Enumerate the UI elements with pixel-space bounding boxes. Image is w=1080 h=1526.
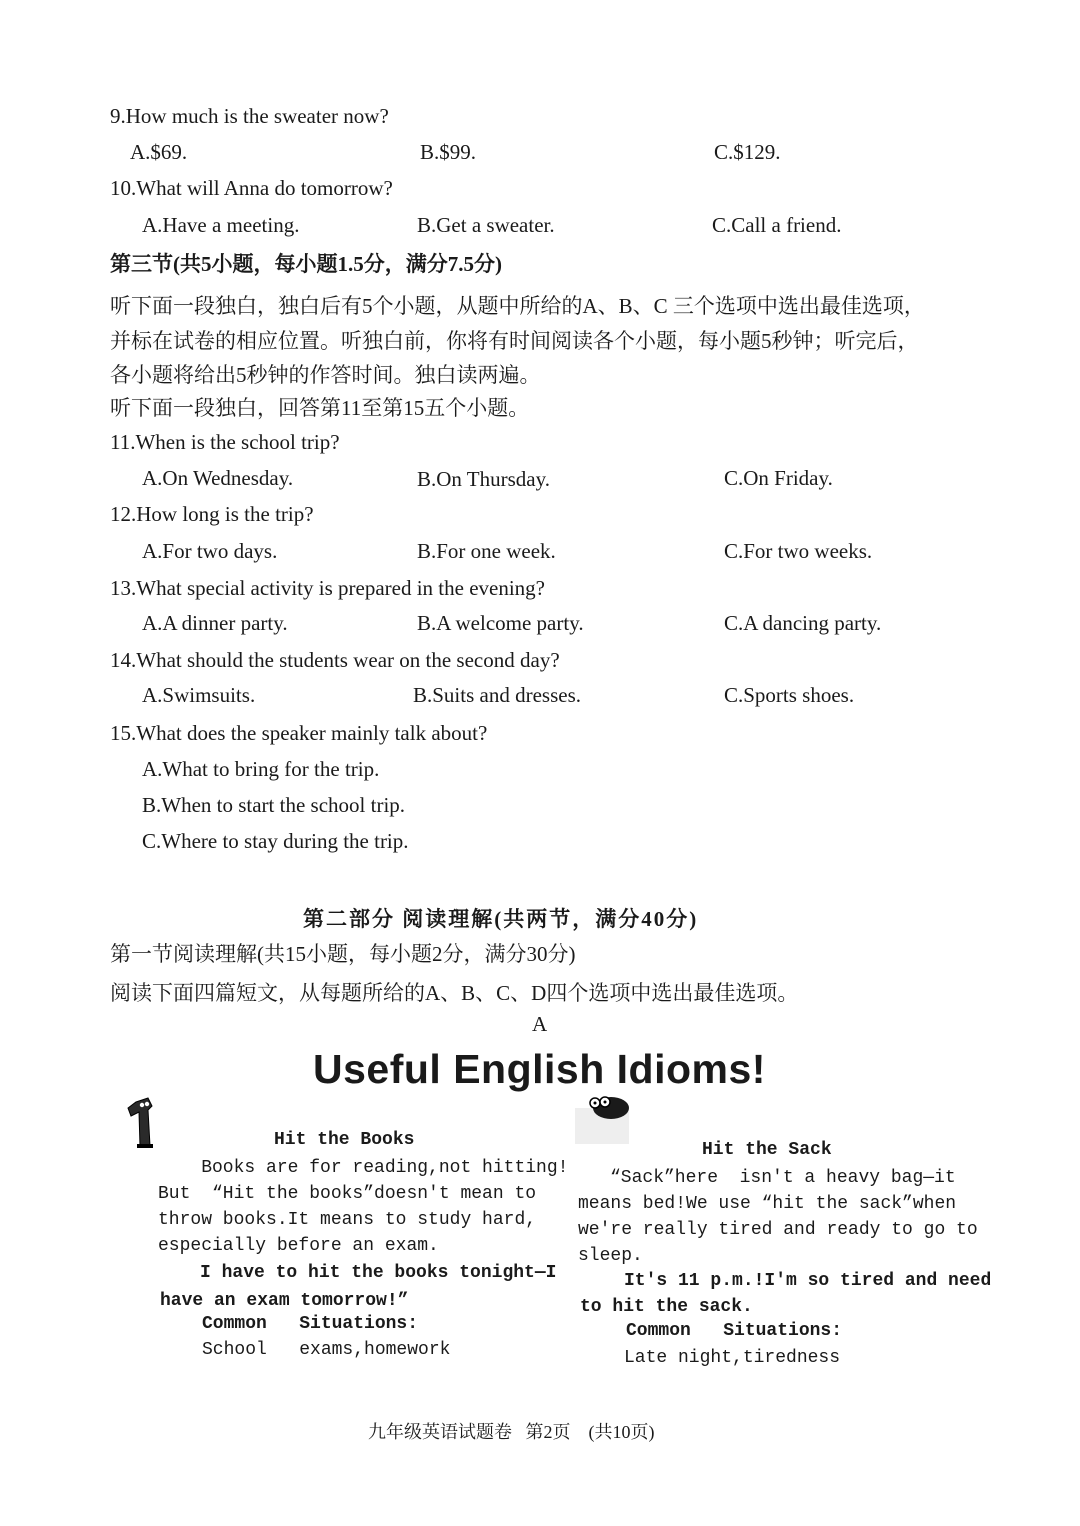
option-b: B.On Thursday. [417, 467, 550, 491]
option-c: C.Call a friend. [712, 213, 842, 237]
instruction-line: 各小题将给出5秒钟的作答时间。独白读两遍。 [110, 363, 541, 387]
idiom-example: It's 11 p.m.!I'm so tired and need [624, 1271, 992, 1291]
idiom-line: But “Hit the books”doesn't mean to [158, 1184, 537, 1204]
option-b: B.For one week. [417, 539, 556, 563]
idiom-title-left: Hit the Books [274, 1130, 415, 1150]
situations-value: School exams,homework [202, 1340, 451, 1360]
option-c: C.A dancing party. [724, 611, 882, 635]
idiom-line: Books are for reading,not hitting! [158, 1158, 569, 1178]
option-b: B.$99. [420, 140, 477, 164]
number-one-character-illustration [122, 1096, 166, 1152]
idiom-line: we're really tired and ready to go to [578, 1220, 978, 1240]
question-stem: 13.What special activity is prepared in the evening? [110, 576, 546, 600]
idioms-title: Useful English Idioms! [313, 1046, 766, 1092]
question-stem: 12.How long is the trip? [110, 502, 314, 526]
idiom-line: means bed!We use “hit the sack”when [578, 1194, 957, 1214]
option-c: C.$129. [714, 140, 781, 164]
instruction-line: 听下面一段独白，独白后有5个小题，从题中所给的A、B、C 三个选项中选出最佳选项， [110, 294, 925, 318]
subsection-heading: 第一节阅读理解(共15小题，每小题2分，满分30分) [110, 942, 576, 966]
question-stem: 15.What does the speaker mainly talk about? [110, 721, 488, 745]
idiom-line: especially before an exam. [158, 1236, 439, 1256]
passage-letter: A [532, 1012, 548, 1036]
sleeping-creature-illustration [575, 1090, 631, 1146]
option-b: B.A welcome party. [417, 611, 584, 635]
option-a: A.For two days. [142, 539, 278, 563]
option-a: A.Swimsuits. [142, 683, 256, 707]
option-c: C.Where to stay during the trip. [142, 829, 409, 853]
option-a: A.$69. [130, 140, 188, 164]
option-a: A.Have a meeting. [142, 213, 300, 237]
question-stem: 11.When is the school trip? [110, 430, 340, 454]
question-stem: 9.How much is the sweater now? [110, 104, 389, 128]
question-stem: 10.What will Anna do tomorrow? [110, 176, 393, 200]
option-b: B.Suits and dresses. [413, 683, 581, 707]
idiom-line: throw books.It means to study hard, [158, 1210, 537, 1230]
idiom-line: sleep. [578, 1246, 643, 1266]
option-b: B.Get a sweater. [417, 213, 555, 237]
situations-value: Late night,tiredness [624, 1348, 841, 1368]
idiom-line: “Sack”here isn't a heavy bag—it [610, 1168, 956, 1188]
idiom-example: have an exam tomorrow!” [160, 1291, 409, 1311]
idiom-example: to hit the sack. [580, 1297, 753, 1317]
idiom-title-right: Hit the Sack [702, 1140, 832, 1160]
question-stem: 14.What should the students wear on the second day? [110, 648, 560, 672]
instruction-line: 听下面一段独白，回答第11至第15五个小题。 [110, 396, 530, 420]
option-b: B.When to start the school trip. [142, 793, 406, 817]
option-a: A.What to bring for the trip. [142, 757, 380, 781]
part-heading: 第二部分 阅读理解(共两节，满分40分) [303, 907, 699, 931]
option-c: C.On Friday. [724, 466, 833, 490]
option-a: A.On Wednesday. [142, 466, 294, 490]
option-a: A.A dinner party. [142, 611, 288, 635]
option-c: C.For two weeks. [724, 539, 873, 563]
page-footer: 九年级英语试题卷 第2页 (共10页) [368, 1422, 655, 1442]
instruction-line: 阅读下面四篇短文，从每题所给的A、B、C、D四个选项中选出最佳选项。 [110, 981, 799, 1005]
situations-label: Common Situations: [202, 1314, 419, 1334]
instruction-line: 并标在试卷的相应位置。听独白前，你将有时间阅读各个小题，每小题5秒钟；听完后， [110, 329, 919, 353]
section-heading: 第三节(共5小题，每小题1.5分，满分7.5分) [110, 252, 502, 276]
idiom-example: I have to hit the books tonight—I [200, 1263, 557, 1283]
situations-label: Common Situations: [626, 1321, 843, 1341]
option-c: C.Sports shoes. [724, 683, 855, 707]
